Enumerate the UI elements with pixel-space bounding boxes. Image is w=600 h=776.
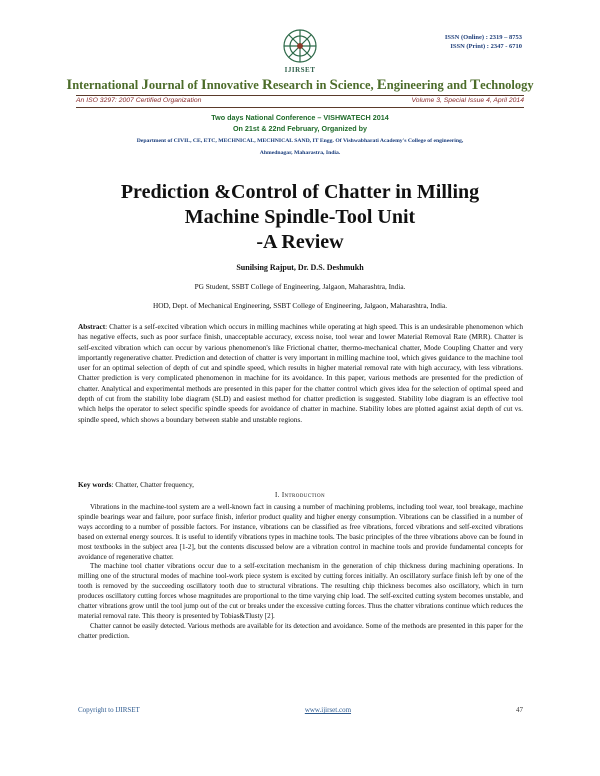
volume-text: Volume 3, Special Issue 4, April 2014: [411, 97, 524, 104]
paper-title: [0, 180, 600, 255]
keywords-text: : Chatter, Chatter frequency,: [111, 480, 194, 489]
header-rule-bottom: [76, 107, 524, 108]
issn-block: [402, 33, 522, 51]
website-link[interactable]: www.ijirset.com: [304, 706, 352, 714]
conference-dates: On 21st & 22nd February, Organized by: [232, 124, 368, 133]
section-heading: [0, 492, 600, 499]
abstract-text: : Chatter is a self-excited vibration which occurs in milling machines while operating at high speed. This is an undesirable phenomenon which has negative effects, such as poor surface finish, unacceptable accuracy, excess noise, tool wear and lower Material Removal Rate (MRR). Chatter is self-excited vibration which can occur by various phenomenon's like Frictional chatter, thermo-mechanical chatter, Mode Coupling Chatter and very importantly regenerative chatter. Prediction and detection of chatter is very important in milling machine tool, which gives guidance to the machine tool user for an optimal selection of depth of cut and spindle speed, which results in higher material removal rate with high accuracy, with less vibrations. Chatter prediction is very complicated phenomenon in machine for its avoidance. In this paper, various methods are presented for the prediction of chatter. Analytical and experimental methods are presented in this paper for the chatter control which gives idea for the selection of optimal speed and depth of cut from the stability lobe diagram (SLD) and easiest method for chatter prediction is suggested. Stability lobe diagram is an effective tool which helps the operator to select specific spindle speeds for avoidance of chatter in machine. Stability lobes are plotted against axial depth of cut vs. spindle speed, which shows a boundary between stable and unstable regions.: [78, 322, 523, 424]
journal-word-cap: E: [376, 77, 387, 93]
title-line: Prediction &Control of Chatter in Milling: [120, 181, 480, 203]
journal-word-cap: T: [470, 77, 481, 93]
paragraph: The machine tool chatter vibrations occur due to a self-excitation mechanism in the generation of chip thickness during machining operations. In milling one of the structural modes of machine tool-work piece system is excited by cutting forces initially. An oscillatory surface finish left by one of the tooth is removed by the succeeding oscillatory tooth due to structural vibrations. The resulting chip thickness becomes also oscillatory, which in turn produces oscillatory cutting forces whose magnitudes are proportional to the time varying chip load. The self-excited cutting system becomes unstable, and chatter vibrations grow until the tool jump out of the cut or breaks under the excessive cutting forces. Thus the chatter vibrations continue which reduces the material removal rate. This theory is presented by Tobias&Tlusty [2].: [78, 562, 523, 620]
journal-word-cap: J: [141, 77, 149, 93]
abstract: [78, 322, 523, 425]
location-line: Ahmednagar, Maharastra, India.: [259, 150, 341, 156]
title-line: Machine Spindle-Tool Unit: [184, 206, 416, 228]
paragraph: Vibrations in the machine-tool system are a well-known fact in causing a number of machining problems, including tool wear, tool breakage, machine spindle bearings wear and failure, poor surface finish, inferior product quality and higher energy consumption. Vibrations can be classified in a number of ways according to a number of possible factors. For instance, vibrations can be classified as free vibrations, forced vibrations and self-excited vibrations based on external energy sources. It is useful to identify vibrations types in machine tools. The basic principles of the three vibrations above can be found in most textbooks in the subject area [1-2], but the contents discussed below are a vibration control in machine tools and provide fundamental concepts for avoidance of regenerative chatter.: [78, 503, 523, 561]
journal-word-rest: nnovative: [206, 78, 262, 92]
title-line: -A Review: [256, 231, 344, 253]
keywords: [78, 480, 523, 489]
affiliation-1: PG Student, SSBT College of Engineering, Jalgaon, Maharashtra, India.: [194, 282, 406, 291]
journal-word-rest: esearch in: [272, 78, 330, 92]
journal-word-cap: S: [329, 77, 338, 93]
journal-word-rest: echnology: [480, 78, 534, 92]
abstract-label: Abstract: [78, 322, 106, 331]
journal-word-rest: cience,: [337, 78, 377, 92]
section-title: Introduction: [281, 492, 326, 499]
department-line: Department of CIVIL, CE, ETC, MECHNICAL, MECHNICAL SAND, IT Engg. Of Vishwabharati Academy's College of engineering,: [136, 138, 464, 144]
journal-word-cap: R: [261, 77, 273, 93]
keywords-label: Key words: [78, 480, 112, 489]
logo-label: IJIRSET: [284, 66, 316, 74]
conference-name: Two days National Conference – VISHWATECH 2014: [211, 113, 389, 122]
journal-word-rest: nternational: [72, 78, 142, 92]
journal-word-cap: I: [200, 77, 207, 93]
certification-row: [76, 97, 524, 104]
paragraph: Chatter cannot be easily detected. Various methods are available for its detection and avoidance. Some of the methods are presented in this paper for the chatter prediction.: [78, 621, 523, 640]
journal-title: [0, 77, 600, 94]
affiliation-2: HOD, Dept. of Mechanical Engineering, SSBT College of Engineering, Jalgaon, Maharashtra, India.: [152, 301, 448, 310]
authors: Sunilsing Rajput, Dr. D.S. Deshmukh: [236, 263, 364, 272]
journal-word-cap: I: [66, 77, 73, 93]
journal-word-rest: ngineering and: [386, 78, 471, 92]
certification-text: An ISO 3297: 2007 Certified Organization: [76, 97, 202, 104]
introduction-body: [78, 503, 523, 642]
copyright: Copyright to IJIRSET: [78, 706, 140, 714]
organizing-department: [70, 135, 530, 159]
page-number: 47: [516, 706, 523, 714]
journal-word-rest: ournal of: [148, 78, 201, 92]
page-footer: [78, 706, 523, 714]
header-rule-top: [76, 95, 524, 96]
issn-online: ISSN (Online) : 2319 – 8753: [444, 34, 522, 41]
section-number: I.: [274, 492, 280, 499]
issn-print: ISSN (Print) : 2347 - 6710: [450, 43, 522, 50]
